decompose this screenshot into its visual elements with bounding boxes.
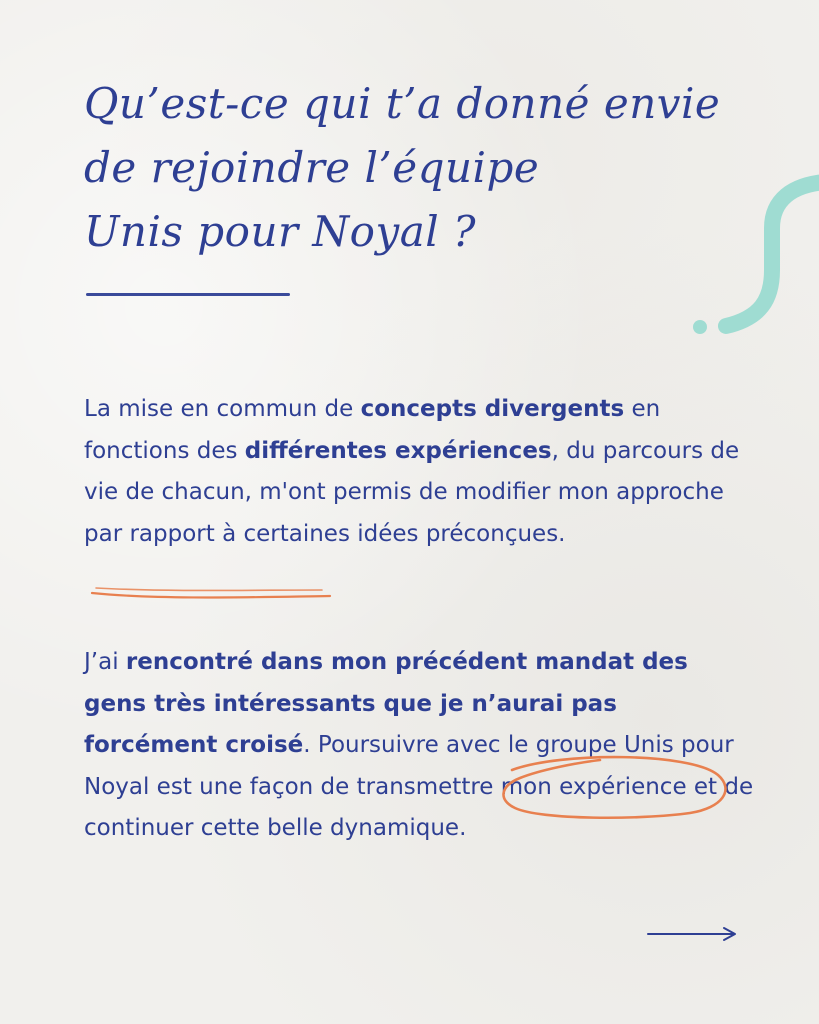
title-line-3: Unis pour Noyal ? — [84, 207, 477, 256]
paragraph-1-bold-2: différentes expériences — [244, 437, 552, 464]
paragraph-1 — [84, 389, 754, 555]
paragraph-1-bold-1: concepts divergents — [360, 396, 625, 422]
paragraph-1-text-3: , du parcours de vie de chacun, m'ont permis de modifier mon approche par rapport à certaines idées préconçues. — [84, 437, 740, 547]
title-underline — [86, 293, 290, 296]
paragraph-1-text-1: La mise en commun de — [84, 396, 361, 422]
paragraph-2-bold-1: rencontré dans mon précédent mandat des gens très intéressants que je n’aurai pas forcément croisé — [84, 649, 688, 758]
paragraph-2-text-2: . Poursuivre avec le groupe Unis pour Noyal est une façon de transmettre mon expérience et de continuer cette belle dynamique. — [84, 732, 754, 841]
page-title — [84, 72, 724, 264]
paragraph-2-text-1: J’ai — [84, 649, 126, 675]
title-line-1: Qu’est-ce qui t’a donné envie — [84, 79, 721, 128]
paragraph-2 — [84, 642, 754, 850]
title-line-2: de rejoindre l’équipe — [84, 143, 540, 192]
paragraph-1-text-2: en fonctions des — [84, 396, 661, 464]
